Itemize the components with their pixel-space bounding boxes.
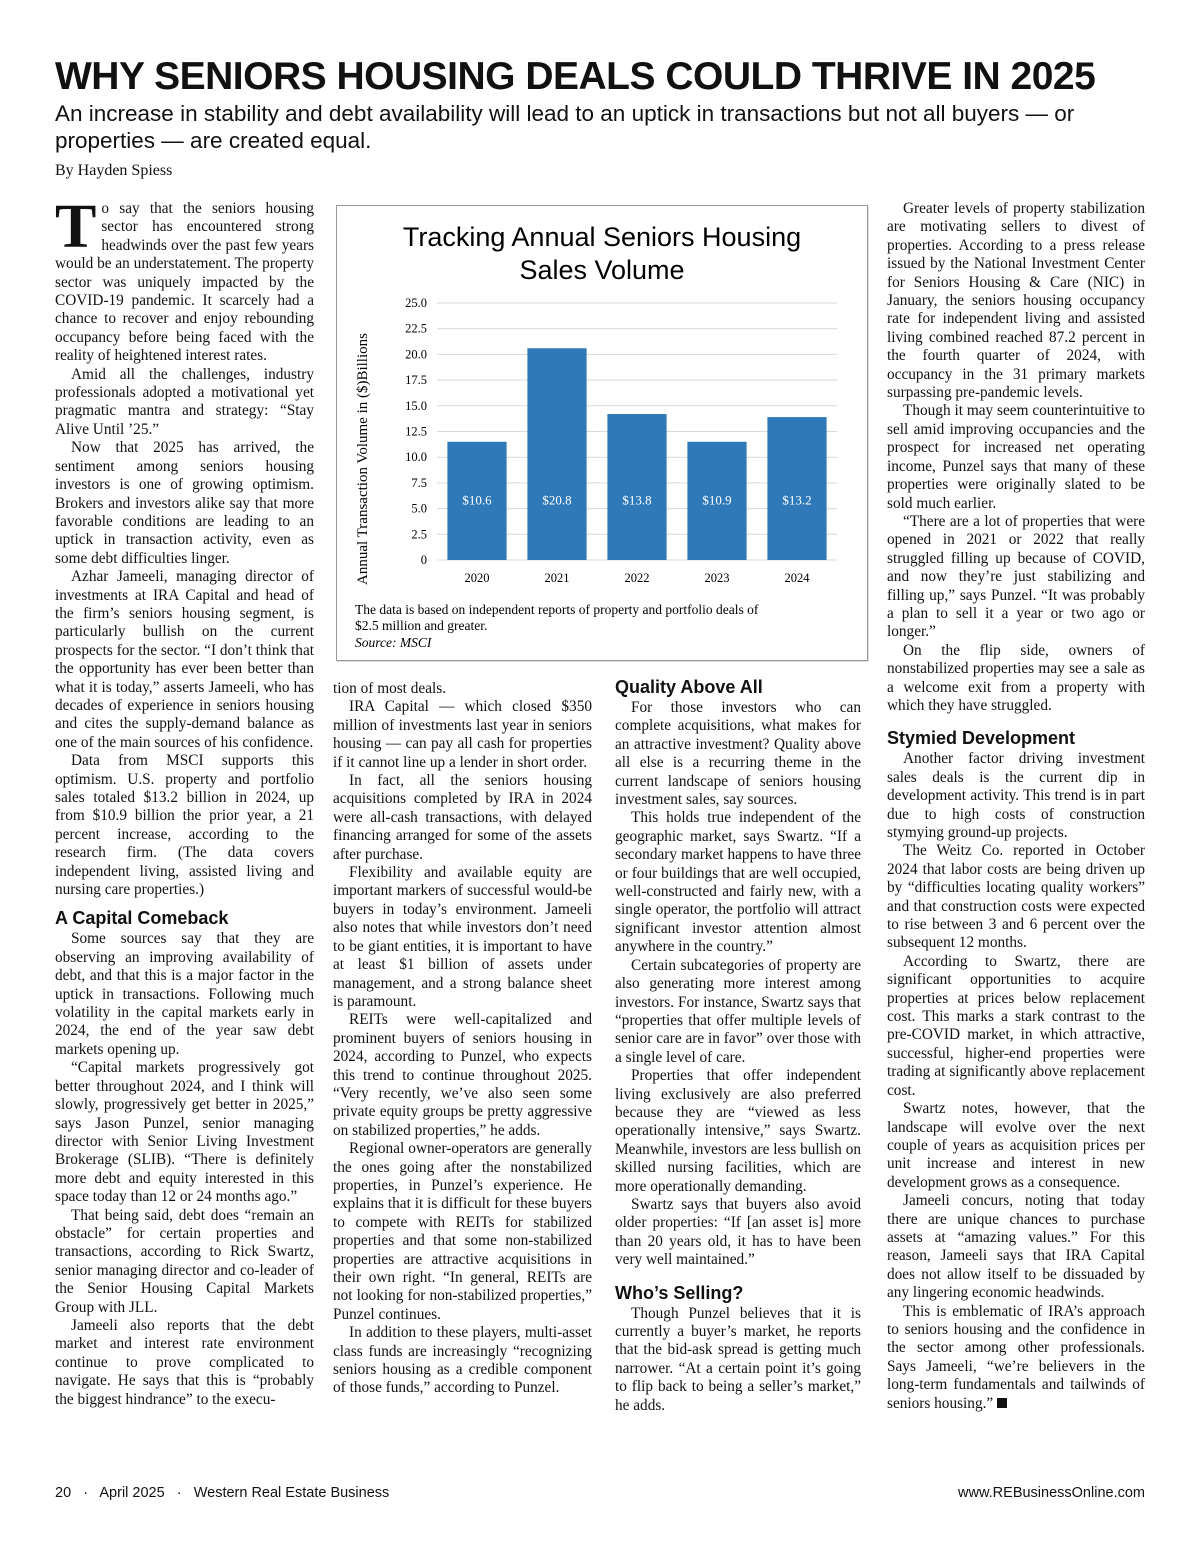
footer-separator: · [83,1485,89,1501]
paragraph: Flexibility and available equity are important markers of successful would-be buyers in today’s environment. Jameeli also notes that while investors don’t need to be giant entities, it is important to have at least $1 billion of assets under management, and a strong balance sheet is paramount. [333,864,592,1010]
paragraph: Though it may seem counterintuitive to sell amid improving occupancies and the prospect for increased net operating income, Punzel says that many of these properties were originally slated to be sold much earlier. [887,402,1145,512]
paragraph: Swartz notes, however, that the landscape will evolve over the next couple of years as acquisition prices per unit increase and interest in new development grows as a consequence. [887,1100,1145,1191]
y-tick-label: 15.0 [405,398,427,413]
chart-box [336,205,868,661]
y-tick-label: 25.0 [405,296,427,310]
y-axis-label: Annual Transaction Volume in ($)Billions [355,333,371,585]
column-1 [55,193,314,1409]
subhead-whos-selling: Who’s Selling? [615,1282,744,1303]
paragraph: Azhar Jameeli, managing director of investments at IRA Capital and head of the firm’s seniors housing segment, is particularly bullish on the current prospects for the sector. “I don’t think that the opportunity has ever been better than what it is today,” asserts Jameeli, who has decades of experience in seniors housing and cites the supply-demand balance as one of the main sources of his confidence. [55,568,314,751]
x-tick-label: 2024 [784,571,810,585]
bar-2021 [527,348,586,560]
paragraph: Jameeli concurs, noting that today there are unique chances to purchase assets at “amazing values.” For this reason, Jameeli says that IRA Capital does not allow itself to be dissuaded by any lingering economic headwinds. [887,1192,1145,1302]
paragraph: Though Punzel believes that it is currently a buyer’s market, he reports that the bid-ask spread is getting much narrower. “At a certain point it’s going to flip back to being a seller’s market,” he adds. [615,1304,861,1414]
chart-title-line-1: Tracking Annual Seniors Housing [402,222,802,252]
publication-name: Western Real Estate Business [193,1485,390,1501]
footer-url[interactable]: www.REBusinessOnline.com [958,1485,1145,1501]
bar-2024 [767,417,826,560]
paragraph: Regional owner-operators are generally the ones going after the nonstabilized properties, in Punzel’s experience. He explains that it is difficult for these buyers to compete with REITs for stabilized properties and that some non-stabilized properties are attractive acquisitions in their own right. “In general, REITs are not looking for non-stabilized properties,” Punzel continues. [333,1140,592,1323]
closing-text: This is emblematic of IRA’s approach to seniors housing and the confidence in the sector among other professionals. Says Jameeli, “we’re believers in the long-term fundamentals and tailwinds of seniors housing.” [887,1302,1145,1412]
paragraph: Data from MSCI supports this optimism. U.S. property and portfolio sales totaled $13.2 billion in 2024, up from $10.9 billion the prior year, a 21 percent increase, according to the research firm. (The data covers independent living, assisted living and nursing care properties.) [55,752,314,899]
paragraph: The Weitz Co. reported in October 2024 that labor costs are being driven up by “difficulties locating quality workers” and that construction costs were expected to rise between 3 and 6 percent over the subsequent 12 months. [887,842,1145,952]
end-mark-icon [997,1398,1007,1408]
chart-title-line-2: Sales Volume [519,255,685,285]
x-tick-label: 2022 [624,571,650,585]
column-2 [333,680,592,1398]
bar-value-label: $13.8 [622,492,652,508]
paragraph: IRA Capital — which closed $350 million of investments last year in seniors housing — can pay all cash for properties if it cannot line up a lender in short order. [333,698,592,771]
paragraph [887,1303,1145,1413]
y-tick-label: 22.5 [405,321,427,336]
paragraph: Swartz says that buyers also avoid older properties: “If [an asset is] more than 20 years old, it has to have been very well maintained.” [615,1195,861,1269]
page-number: 20 [55,1485,72,1501]
column-4 [887,200,1145,1413]
paragraph: On the flip side, owners of nonstabilized properties may see a sale as a welcome exit from a property with which they have struggled. [887,641,1145,714]
paragraph: tion of most deals. [333,680,447,697]
paragraph: Jameeli also reports that the debt market and interest rate environment continue to prove complicated to navigate. He says that this is “probably the biggest hindrance” to the execu- [55,1316,314,1408]
paragraph: “Capital markets progressively got better throughout 2024, and I think will slowly, progressively get better in 2025,” says Jason Punzel, senior managing director with Senior Living Investment Brokerage (SLIB). “There is definitely more debt and equity interested in this space today than 12 or 24 months ago.” [55,1059,314,1206]
lead-paragraph [55,193,314,366]
y-tick-label: 12.5 [405,424,427,439]
paragraph: In addition to these players, multi-asset class funds are increasingly “recognizing seniors housing as a credible component of those funds,” according to Punzel. [333,1324,592,1397]
bar-value-label: $20.8 [542,492,572,508]
footer-separator: · [176,1485,182,1501]
byline: By Hayden Spiess [55,162,173,179]
chart-source: Source: MSCI [355,635,432,650]
y-tick-label: 2.5 [411,527,427,542]
subhead-quality-above-all: Quality Above All [615,677,763,697]
paragraph: Properties that offer independent living exclusively are also preferred because they are “viewed as less operationally intensive,” says Swartz. Meanwhile, investors are less bullish on skilled nursing facilities, which are more operationally demanding. [615,1067,861,1195]
y-tick-label: 17.5 [405,373,427,388]
paragraph: Amid all the challenges, industry professionals adopted a motivational yet pragmatic mantra and strategy: “Stay Alive Until ’25.” [55,365,314,438]
subhead-stymied-development: Stymied Development [887,728,1076,749]
bar-value-label: $10.9 [702,492,732,508]
x-tick-label: 2021 [544,571,570,585]
bar-value-label: $13.2 [782,492,812,508]
paragraph: Certain subcategories of property are also generating more interest among investors. For instance, Swartz says that “properties that offer multiple levels of senior care are in favor” over those with a single level of care. [615,956,861,1066]
y-tick-label: 10.0 [405,450,427,465]
issue-date: April 2025 [99,1485,165,1501]
paragraph: This holds true independent of the geographic market, says Swartz. “If a secondary market happens to have three or four buildings that are well occupied, well-constructed and fairly new, with a single operator, the portfolio will attract significant investor attention almost anywhere in the country.” [615,809,861,956]
bar-value-label: $10.6 [462,492,492,508]
paragraph: That being said, debt does “remain an obstacle” for certain properties and transactions, according to Rick Swartz, senior managing director and co-leader of the Senior Housing Capital Markets Group with JLL. [55,1206,314,1316]
y-tick-label: 20.0 [405,347,427,362]
headline: WHY SENIORS HOUSING DEALS COULD THRIVE IN 2025 [55,55,1096,98]
paragraph: According to Swartz, there are significant opportunities to acquire properties at prices below replacement cost. This marks a stark contrast to the pre-COVID market, in which attractive, successful, higher-end properties were trading at significantly above replacement cost. [887,952,1145,1099]
chart-note-line-1: The data is based on independent reports of property and portfolio deals of [355,602,759,617]
paragraph: In fact, all the seniors housing acquisitions completed by IRA in 2024 were all-cash transactions, with delayed financing arranged for some of the assets after purchase. [333,772,592,863]
bar-2022 [607,414,666,560]
x-tick-label: 2020 [464,571,490,585]
sales-volume-chart [337,206,867,660]
paragraph: Now that 2025 has arrived, the sentiment among seniors housing investors is one of growing optimism. Brokers and investors alike say that more favorable conditions are leading to an uptick in transaction activity, even as some debt difficulties linger. [55,439,314,567]
drop-cap: T [55,193,97,261]
paragraph: For those investors who can complete acquisitions, what makes for an attractive investment? Quality above all else is a recurring theme in the current landscape of seniors housing investment sales, say sources. [615,699,861,809]
y-tick-label: 0 [420,553,427,567]
paragraph: “There are a lot of properties that were opened in 2021 or 2022 that really struggled filling up because of COVID, and now they’re just stabilizing and filling up,” says Punzel. “It was probably a plan to sell it a year or two ago or longer.” [887,512,1145,641]
paragraph: Another factor driving investment sales deals is the current dip in development activity. This trend is in part due to high costs of construction stymying ground-up projects. [887,750,1145,841]
y-tick-label: 5.0 [411,501,427,516]
paragraph: Greater levels of property stabilization are motivating sellers to divest of properties. According to a press release issued by the National Investment Center for Seniors Housing & Care (NIC) in January, the seniors housing occupancy rate for independent living and assisted living combined reached 87.2 percent in the fourth quarter of 2024, with occupancy in the 31 primary markets surpassing pre-pandemic levels. [887,200,1145,402]
paragraph: REITs were well-capitalized and prominent buyers of seniors housing in 2024, according to Punzel, who expects this trend to continue throughout 2025. “Very recently, we’ve also seen some private equity groups be pretty aggressive on stabilized properties,” he adds. [333,1011,592,1139]
x-tick-label: 2023 [704,571,730,585]
column-3 [615,676,861,1415]
paragraph: o say that the seniors housing sector has encountered strong headwinds over the past few years would be an understatement. The property sector was uniquely impacted by the COVID-19 pandemic. It scarcely had a chance to recover and enjoy rebounding occupancy before being faced with the reality of heightened interest rates. [55,200,314,365]
footer-left [55,1485,389,1501]
paragraph: Some sources say that they are observing an improving availability of debt, and that this is a major factor in the uptick in transactions. Following much volatility in the capital markets early in 2024, the end of the year saw debt markets opening up. [55,930,314,1058]
chart-note-line-2: $2.5 million and greater. [355,618,488,633]
subhead-capital-comeback: A Capital Comeback [55,908,229,929]
y-tick-label: 7.5 [411,475,427,490]
deck: An increase in stability and debt availability will lead to an uptick in transactions but not all buyers — or properties — are created equal. [55,101,1075,153]
